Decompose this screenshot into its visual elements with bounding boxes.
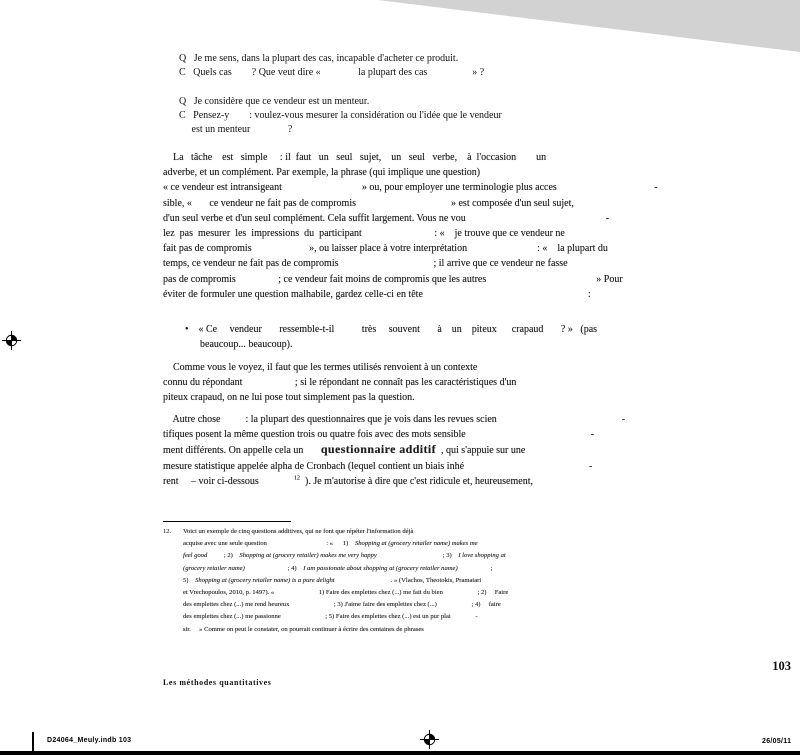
text-line: Voici un exemple de cinq questions additives, qui ne font que répéter l'information déjà [183,528,414,535]
dialogue-block [179,52,502,138]
print-filename: D24064_Meuly.indb 103 [47,737,132,744]
text-line: tifiques posent la même question trois ou quatre fois avec des mots sensible - [163,429,595,441]
bullet-item [185,322,597,352]
paragraph-contexte [163,360,516,406]
text-line: Comme vous le voyez, il faut que les termes utilisés renvoient à un contexte [163,362,478,373]
text-segment: ; 2) [207,552,240,560]
text-segment: I love shopping at [458,552,506,560]
bottom-edge-bar [0,751,800,755]
text-line: piteux crapaud, on ne lui pose tout simplement pas la question. [163,392,415,404]
registration-mark-icon [420,730,439,749]
text-segment: (grocery retailer name) [183,564,245,572]
text-segment: questionnaire additif [320,442,437,457]
text-segment: feel good [183,552,208,560]
footnote-separator [163,521,291,522]
text-line: est un menteur ? [179,124,293,136]
text-line: des emplettes chez (...) me rend heureux ; 3) J'aime faire des emplettes chez (...) ; 4) faire [183,601,501,609]
text-line: éviter de formuler une question malhabile, gardez celle-ci en tête : [163,288,591,300]
footnote-text [183,526,508,636]
text-segment: acquise avec une seule question : « 1) [183,540,355,548]
text-line: Q Je me sens, dans la plupart des cas, incapable d'acheter ce produit. [179,53,459,64]
text-line: beaucoup... beaucoup). [185,339,293,350]
text-segment: Shopping at (grocery retailer name) is a pure delight [195,576,335,584]
text-line: adverbe, et un complément. Par exemple, la phrase (qui implique une question) [163,167,481,179]
text-segment: 12 [293,474,301,482]
text-line: sir. » Comme on peut le constater, on pourrait continuer à écrire des centaines de phrases [183,625,424,633]
text-segment: , qui s'appuie sur une [436,445,526,457]
text-line: Autre chose : la plupart des questionnaires que je vois dans les revues scien - [163,414,626,425]
text-segment: rent – voir ci-dessous [163,475,294,487]
text-line [183,538,508,550]
paragraph-questionnaire-additif [163,412,625,489]
text-line: temps, ce vendeur ne fait pas de compromis ; il arrive que ce vendeur ne fasse [163,258,568,270]
text-line: d'un seul verbe et d'un seul complément. Cela suffit largement. Vous ne vou - [163,212,610,224]
crop-mark [32,732,34,753]
text-segment: Shopping at (grocery retailer name) makes me [354,540,478,548]
text-line: C Quels cas ? Que veut dire « la plupart des cas » ? [179,67,485,79]
corner-shadow [378,0,800,52]
text-line [179,81,502,95]
paragraph-task-simple [163,150,658,302]
running-footer: Les méthodes quantitatives [163,678,272,687]
text-line: Q Je considère que ce vendeur est un menteur. [179,95,370,107]
page-number: 103 [772,659,791,673]
text-line: connu du répondant ; si le répondant ne connaît pas les caractéristiques d'un [163,377,517,389]
text-line [183,563,508,575]
text-segment: ; 3) [376,552,459,560]
text-line [163,442,625,458]
text-line [183,575,508,587]
text-line [183,550,508,562]
text-segment: ; [457,564,493,572]
text-segment: ment différents. On appelle cela un [163,445,321,457]
text-line: • « Ce vendeur ressemble-t-il très souvent à un piteux crapaud ? » (pas [185,324,598,335]
text-line: des emplettes chez (...) me passionne ; 5) Faire des emplettes chez (...) est un pur plai - [183,613,478,621]
text-line: sible, « ce vendeur ne fait pas de compromis » est composée d'un seul sujet, [163,197,574,209]
text-segment: . » (Vlachos, Theotokis, Pramatari [334,576,482,584]
text-line: « ce vendeur est intransigeant » ou, pour employer une terminologie plus acces - [163,182,658,194]
text-line: lez pas mesurer les impressions du participant : « je trouve que ce vendeur ne [163,228,565,240]
text-segment: 5) [183,576,196,584]
registration-mark-icon [2,331,21,350]
text-segment: ). Je m'autorise à dire que c'est ridicule et, heureusement, [300,475,533,487]
footnote-number: 12. [163,528,172,535]
text-line: C Pensez-y : voulez-vous mesurer la considération ou l'idée que le vendeur [179,110,502,122]
text-segment: I am passionate about shopping at (grocery retailer name) [303,564,458,572]
text-segment: ; 4) [244,564,304,572]
print-date: 26/05/11 [762,738,792,745]
text-line: mesure statistique appelée alpha de Cronbach (lequel contient un biais inhé - [163,460,593,472]
text-line: et Vrechopoulos, 2010, p. 1497). « 1) Faire des emplettes chez (...) me fait du bien ; 2) Faire [183,589,509,597]
text-line: fait pas de compromis », ou laisser place à votre interprétation : « la plupart du [163,243,608,255]
text-line [163,474,625,489]
text-segment: Shopping at (grocery retailer) makes me very happy [239,552,377,560]
text-line: La tâche est simple : il faut un seul sujet, un seul verbe, à l'occasion un [163,152,547,163]
text-line: pas de compromis ; ce vendeur fait moins de compromis que les autres » Pour [163,273,623,285]
